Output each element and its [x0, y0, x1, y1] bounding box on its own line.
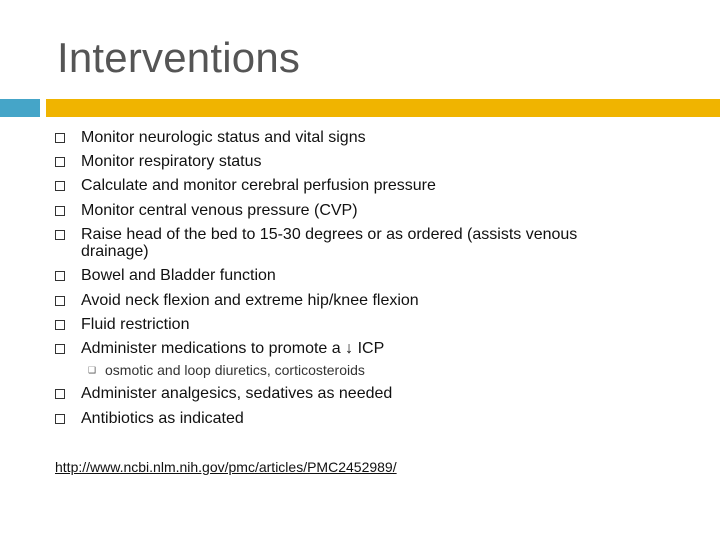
list-item-text: ICP	[357, 340, 385, 357]
list-item: Monitor neurologic status and vital signs	[81, 129, 366, 146]
square-bullet-icon	[55, 157, 65, 167]
list-item: Monitor central venous pressure (CVP)	[81, 202, 358, 219]
sub-bullet-icon: ❑	[88, 365, 97, 375]
list-item: Fluid restriction	[81, 316, 190, 333]
square-bullet-icon	[55, 271, 65, 281]
list-item: Administer analgesics, sedatives as needed	[81, 385, 393, 402]
square-bullet-icon	[55, 320, 65, 330]
list-item: Avoid neck flexion and extreme hip/knee flexion	[81, 292, 419, 309]
list-item	[81, 341, 681, 357]
down-arrow-icon: ↓	[345, 340, 354, 357]
list-item: Bowel and Bladder function	[81, 267, 276, 284]
list-item-line2: drainage)	[81, 243, 149, 260]
list-item: Monitor respiratory status	[81, 153, 262, 170]
square-bullet-icon	[55, 206, 65, 216]
sub-list-item: osmotic and loop diuretics, corticosteroids	[105, 362, 365, 378]
list-item: Antibiotics as indicated	[81, 410, 244, 427]
square-bullet-icon	[55, 230, 65, 240]
list-item-line1: Raise head of the bed to 15-30 degrees or as ordered (assists venous	[81, 226, 578, 243]
slide-title: Interventions	[57, 34, 301, 81]
square-bullet-icon	[55, 414, 65, 424]
square-bullet-icon	[55, 296, 65, 306]
list-item: Calculate and monitor cerebral perfusion pressure	[81, 177, 436, 194]
square-bullet-icon	[55, 389, 65, 399]
list-item-text: Administer medications to promote a	[81, 340, 341, 357]
square-bullet-icon	[55, 344, 65, 354]
square-bullet-icon	[55, 181, 65, 191]
square-bullet-icon	[55, 133, 65, 143]
reference-link[interactable]: http://www.ncbi.nlm.nih.gov/pmc/articles/PMC2452989/	[55, 459, 397, 475]
